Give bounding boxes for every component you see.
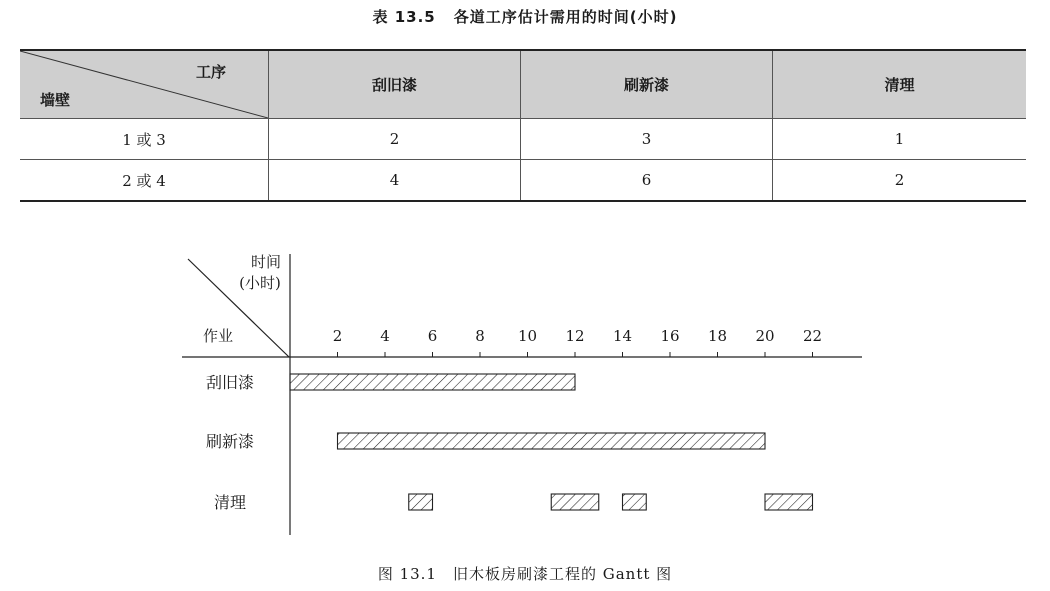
x-tick-label: 22 [802, 327, 823, 345]
task-row-group [206, 373, 813, 512]
header-process-label: 工序 [195, 63, 226, 81]
header-time-label: 时间 [250, 253, 282, 271]
x-tick-label: 14 [612, 327, 633, 345]
x-tick-label: 6 [427, 327, 438, 345]
table-caption-text: 各道工序估计需用的时间(小时) [453, 8, 678, 26]
task-bar [551, 494, 599, 510]
task-bar [338, 433, 766, 449]
task-label: 刮旧漆 [205, 373, 255, 392]
header-task-label: 作业 [202, 327, 234, 345]
x-tick-label: 12 [565, 327, 585, 345]
task-bar [765, 494, 813, 510]
figure-caption [0, 563, 1050, 584]
task-label: 清理 [213, 493, 247, 512]
figure-caption-text: 旧木板房刷漆工程的 Gantt 图 [452, 565, 673, 583]
table-cell: 6 [521, 160, 773, 202]
column-header-paint: 刷新漆 [521, 50, 773, 119]
table-cell: 2 [773, 160, 1027, 202]
header-hours-label: (小时) [239, 274, 281, 292]
x-tick-label: 16 [660, 327, 680, 345]
column-header-cleanup: 清理 [773, 50, 1027, 119]
table-caption-number: 表 13.5 [372, 8, 436, 26]
x-tick-label: 20 [755, 327, 775, 345]
table-cell: 3 [521, 119, 773, 160]
task-bar [290, 374, 575, 390]
row-wall-label: 1 或 3 [20, 119, 269, 160]
task-bar [623, 494, 647, 510]
task-label: 刷新漆 [205, 432, 255, 451]
x-tick-group [333, 327, 822, 357]
task-bar [409, 494, 433, 510]
x-tick-label: 4 [380, 327, 390, 345]
column-header-scrape: 刮旧漆 [269, 50, 521, 119]
header-wall-label: 墙壁 [40, 91, 71, 109]
figure-caption-number: 图 13.1 [377, 565, 437, 583]
table-cell: 4 [269, 160, 521, 202]
x-tick-label: 2 [332, 327, 343, 345]
x-tick-label: 18 [707, 327, 728, 345]
x-tick-label: 10 [517, 327, 538, 345]
table-cell: 1 [773, 119, 1027, 160]
row-wall-label: 2 或 4 [122, 171, 166, 190]
x-tick-label: 8 [475, 327, 485, 345]
table-cell: 2 [269, 119, 521, 160]
